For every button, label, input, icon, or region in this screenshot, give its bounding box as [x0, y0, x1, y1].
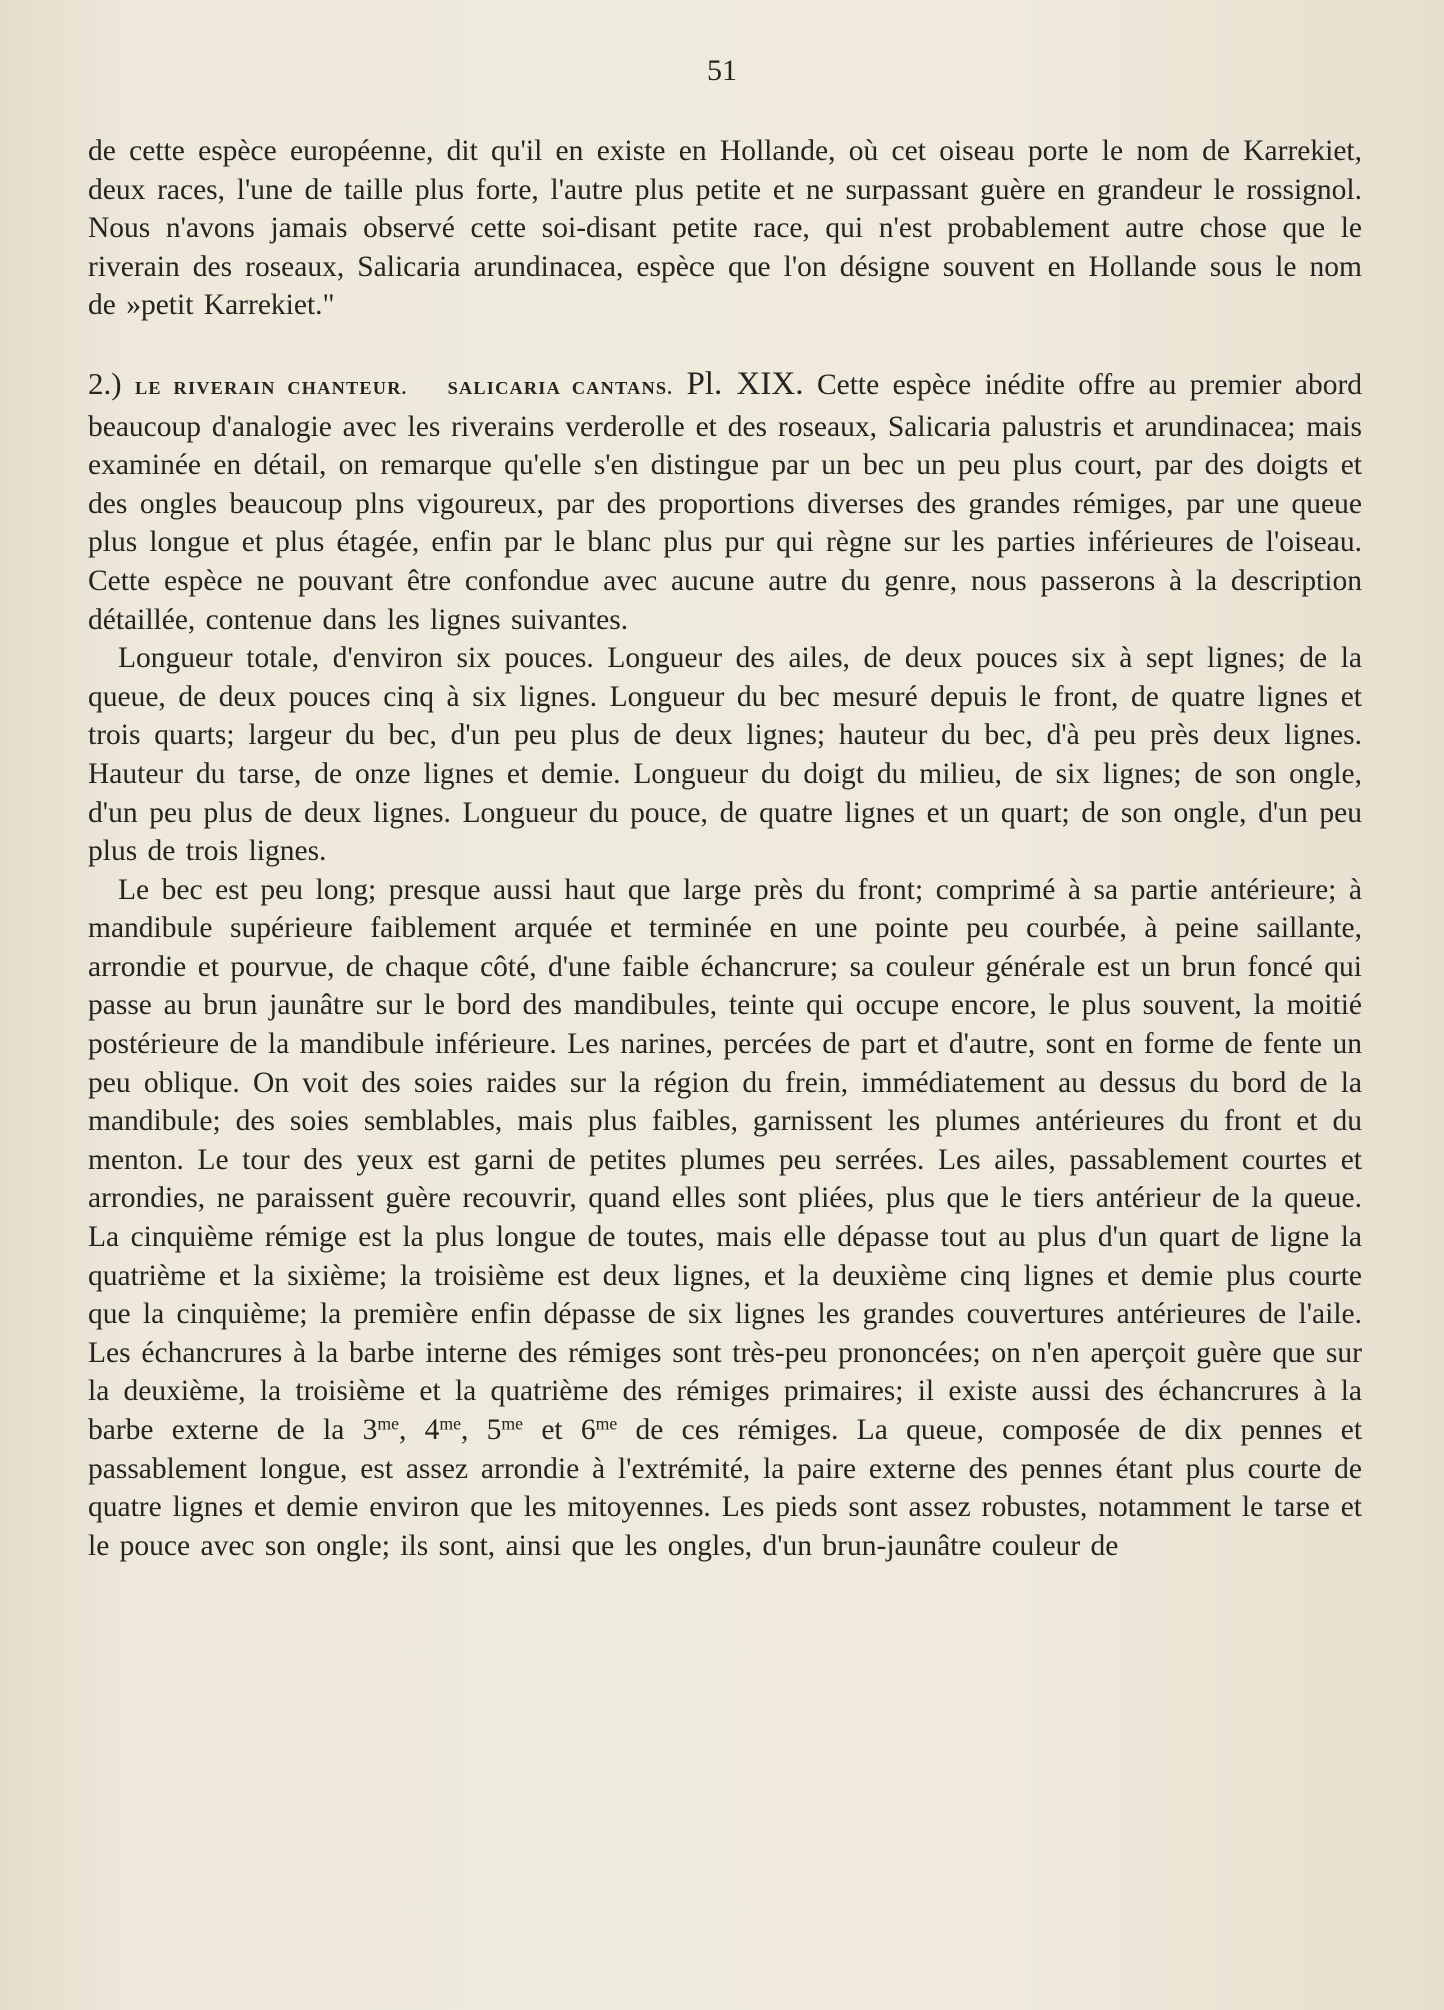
- description-text-part2: de ces rémiges. La queue, composée de dix pennes et passablement longue, est assez arrondie à l'extrémité, la paire externe des pennes étant plus courte de quatre lignes et demie environ que les mitoyennes. Les pieds sont assez robustes, notamment le tarse et le pouce avec son ongle; ils sont, ainsi que les ongles, d'un brun-jaunâtre couleur de: [88, 1414, 1363, 1562]
- description-text-part1: Le bec est peu long; presque aussi haut que large près du front; comprimé à sa partie antérieure; à mandibule supérieure faiblement arquée et terminée en une pointe peu courbée, à peine saillante, arrondie et pourvue, de chaque côté, d'une faible échancrure; sa couleur générale est un brun foncé qui passe au brun jaunâtre sur le bord des mandibules, teinte qui occupe encore, le plus souvent, la moitié postérieure de la mandibule inférieure. Les narines, percées de part et d'autre, sont en forme de fente un peu oblique. On voit des soies raides sur la région du frein, immédiatement au dessus du bord de la mandibule; des soies semblables, mais plus faibles, garnissent les plumes antérieures du front et du menton. Le tour des yeux est garni de petites plumes peu serrées. Les ailes, passablement courtes et arrondies, ne paraissent guère recouvrir, quand elles sont pliées, plus que le tiers antérieur de la queue. La cinquième rémige est la plus longue de toutes, mais elle dépasse tout au plus d'un quart de ligne la quatrième et la sixième; la troisième est deux lignes, et la deuxième cinq lignes et demie plus courte que la cinquième; la première enfin dépasse de six lignes les grandes couvertures antérieures de l'aile. Les échancrures à la barbe interne des rémiges sont très-peu prononcées; on n'en aperçoit guère que sur la deuxième, la troisième et la quatrième des rémiges primaires; il existe aussi des échancrures à la barbe externe de la: [88, 873, 1362, 1446]
- ordinal-6: $6^{me}$: [580, 1413, 618, 1446]
- ordinal-5: $5^{me}$: [486, 1413, 524, 1446]
- paragraph-continuation: de cette espèce européenne, dit qu'il en existe en Hollande, où cet oiseau porte le nom de Karrekiet, deux races, l'une de taille plus forte, l'autre plus petite et ne surpassant guère en grandeur le rossignol. Nous n'avons jamais observé cette soi-disant petite race, qui n'est probablement autre chose que le riverain des roseaux, Salicaria arundinacea, espèce que l'on désigne souvent en Hollande sous le nom de »petit Karrekiet.": [88, 135, 1362, 322]
- ordinal-3: $3^{me}$: [362, 1413, 399, 1446]
- paragraph-description: Le bec est peu long; presque aussi haut que large près du front; comprimé à sa partie antérieure; à mandibule supérieure faiblement arquée et terminée en une pointe peu courbée, à peine saillante, arrondie et pourvue, de chaque côté, d'une faible échancrure; sa couleur générale est un brun foncé qui passe au brun jaunâtre sur le bord des mandibules, teinte qui occupe encore, le plus souvent, la moitié postérieure de la mandibule inférieure. Les narines, percées de part et d'autre, sont en forme de fente un peu oblique. On voit des soies raides sur la région du frein, immédiatement au dessus du bord de la mandibule; des soies semblables, mais plus faibles, garnissent les plumes antérieures du front et du menton. Le tour des yeux est garni de petites plumes peu serrées. Les ailes, passablement courtes et arrondies, ne paraissent guère recouvrir, quand elles sont pliées, plus que le tiers antérieur de la queue. La cinquième rémige est la plus longue de toutes, mais elle dépasse tout au plus d'un quart de ligne la quatrième et la sixième; la troisième est deux lignes, et la deuxième cinq lignes et demie plus courte que la cinquième; la première enfin dépasse de six lignes les grandes couvertures antérieures de l'aile. Les échancrures à la barbe interne des rémiges sont très-peu prononcées; on n'en aperçoit guère que sur la deuxième, la troisième et la quatrième des rémiges primaires; il existe aussi des échancrures à la barbe externe de la $3^{me}$, $4^{me}$, $5^{me}$ et $6^{me}$ de ces rémiges. La queue, composée de dix pennes et passablement longue, est assez arrondie à l'extrémité, la paire externe des pennes étant plus courte de quatre lignes et demie environ que les mitoyennes. Les pieds sont assez robustes, notamment le tarse et le pouce avec son ongle; ils sont, ainsi que les ongles, d'un brun-jaunâtre couleur de: [88, 873, 1363, 1562]
- species-name-latin: SALICARIA CANTANS.: [447, 377, 674, 398]
- paragraph-species-entry: [88, 365, 1362, 639]
- page-number: 51: [707, 54, 737, 87]
- paragraph-measurements: Longueur totale, d'environ six pouces. Longueur des ailes, de deux pouces six à sept lignes; de la queue, de deux pouces cinq à six lignes. Longueur du bec mesuré depuis le front, de quatre lignes et trois quarts; largeur du bec, d'un peu plus de deux lignes; hauteur du bec, d'à peu près deux lignes. Hauteur du tarse, de onze lignes et demie. Longueur du doigt du milieu, de six lignes; de son ongle, d'un peu plus de deux lignes. Longueur du pouce, de quatre lignes et un quart; de son ongle, d'un peu plus de trois lignes.: [88, 642, 1362, 868]
- entry-number: 2.): [88, 365, 122, 401]
- page-body: [88, 132, 1362, 1565]
- species-name-french: LE RIVERAIN CHANTEUR.: [134, 377, 408, 398]
- ordinal-4: $4^{me}$: [424, 1413, 461, 1446]
- plate-reference: Pl. XIX.: [686, 365, 804, 402]
- species-description: Cette espèce inédite offre au premier abord beaucoup d'analogie avec les riverains verderolle et des roseaux, Salicaria palustris et arundinacea; mais examinée en détail, on remarque qu'elle s'en distingue par un bec un peu plus court, par des doigts et des ongles beaucoup plns vigoureux, par des proportions diverses des grandes rémiges, par une queue plus longue et plus étagée, enfin par le blanc plus pur qui règne sur les parties inférieures de l'oiseau. Cette espèce ne pouvant être confondue avec aucune autre du genre, nous passerons à la description détaillée, contenue dans les lignes suivantes.: [88, 368, 1363, 636]
